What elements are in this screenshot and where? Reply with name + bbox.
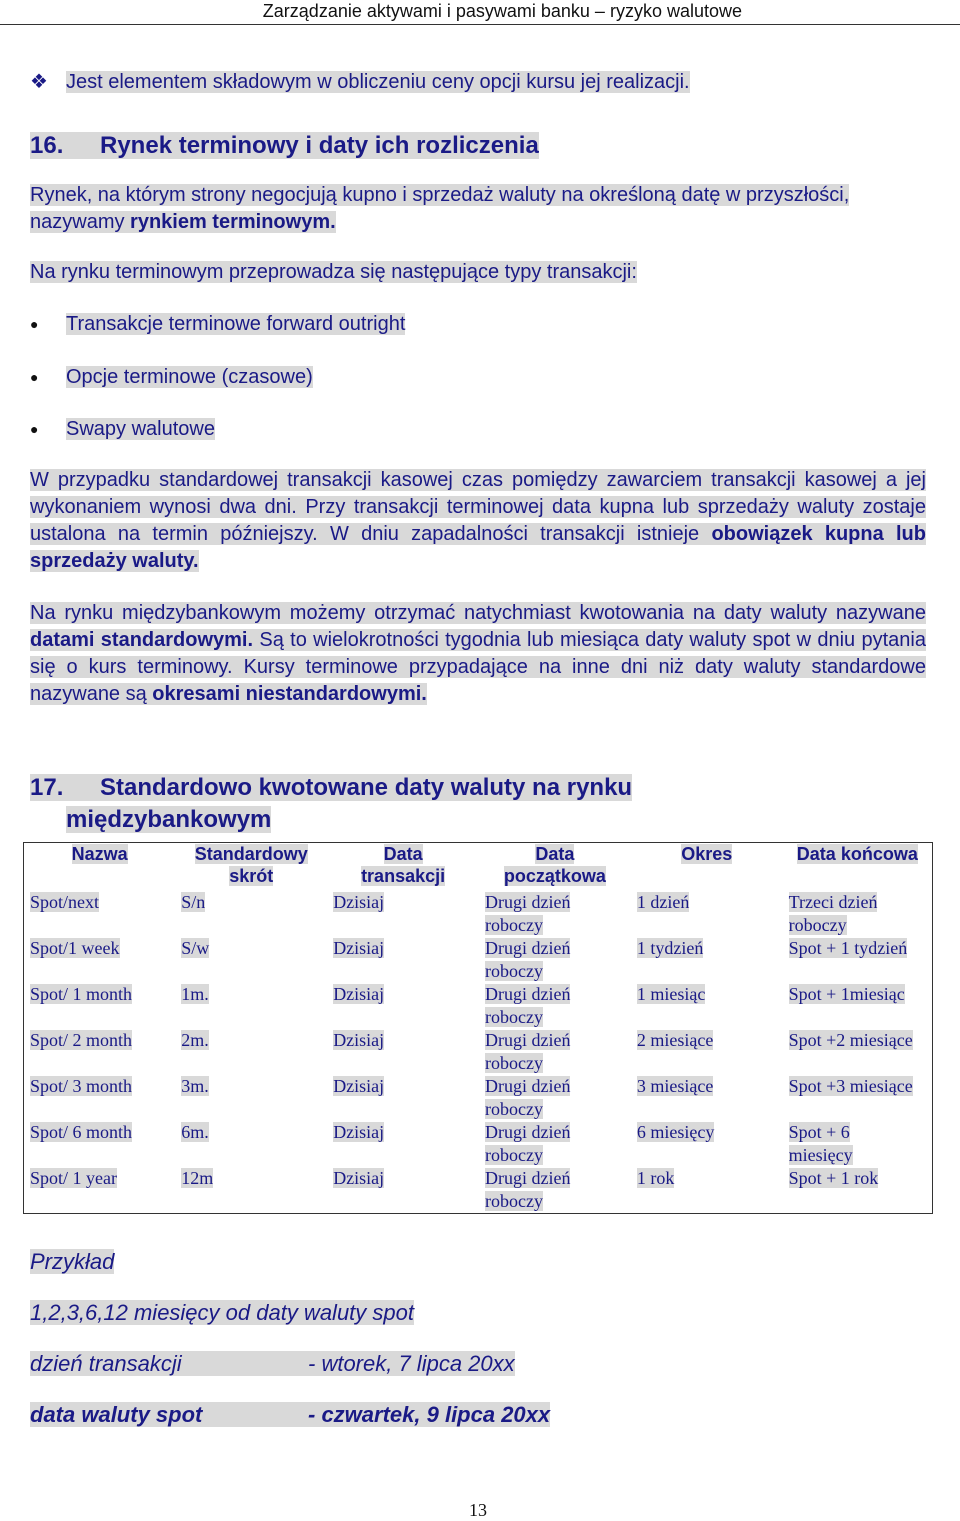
running-header [0, 0, 960, 25]
table-cell-text: 1 rok [636, 1168, 675, 1188]
paragraph-standard-dates [30, 600, 926, 708]
table-cell-text: S/n [181, 892, 206, 912]
table-header-text: skrót [229, 866, 274, 886]
table-cell [479, 1121, 631, 1167]
table-cell [783, 937, 933, 983]
table-header-cell [631, 843, 783, 892]
table-cell-text: Spot/ 1 year [30, 1168, 117, 1188]
table-cell-text: 2m. [181, 1030, 209, 1050]
section-17-number: 17. [30, 774, 64, 801]
table-cell-text: 3m. [181, 1076, 209, 1096]
table-cell-text: Spot +2 miesiące [788, 1030, 913, 1050]
paragraph-2-text: Na rynku terminowym przeprowadza się następujące typy transakcji: [30, 261, 637, 283]
paragraph-4-text-a: Na rynku międzybankowym możemy otrzymać natychmiast kwotowania na daty waluty nazywane [30, 602, 926, 624]
table-cell [175, 1121, 327, 1167]
table-cell [631, 1075, 783, 1121]
table-row [24, 983, 933, 1029]
table-cell-text: Spot + 1 tydzień [788, 938, 908, 958]
table-header-cell [175, 843, 327, 892]
table-cell-text: 2 miesiące [636, 1030, 714, 1050]
table-cell-text: Dzisiaj [333, 938, 385, 958]
table-cell-text: Spot/next [30, 892, 100, 912]
table-cell-text: 6 miesięcy [636, 1122, 715, 1142]
table-cell [783, 1167, 933, 1214]
bullet-3-text: Swapy walutowe [66, 418, 215, 440]
table-cell [783, 983, 933, 1029]
section-17-heading [30, 772, 632, 836]
table-cell [783, 891, 933, 937]
table-cell-text: Drugi dzień [485, 1168, 571, 1188]
table-cell-text: roboczy [788, 915, 847, 935]
table-cell-text: roboczy [485, 1099, 543, 1119]
table-header-text: Nazwa [71, 844, 128, 864]
bullet-1-text: Transakcje terminowe forward outright [66, 313, 406, 335]
paragraph-forward-market [30, 182, 926, 236]
table-cell-text: roboczy [485, 1191, 543, 1211]
table-header-cell [24, 843, 176, 892]
table-cell [24, 983, 176, 1029]
table-cell [479, 1075, 631, 1121]
section-16-number: 16. [30, 132, 64, 159]
table-header-text: Data końcowa [796, 844, 918, 864]
table-row [24, 1121, 933, 1167]
bullet-dot-icon: ● [30, 421, 39, 438]
table-cell-text: 3 miesiące [636, 1076, 714, 1096]
table-cell-text: Spot/ 2 month [30, 1030, 133, 1050]
example-line-2 [30, 1350, 515, 1378]
table-cell-text: roboczy [485, 1007, 543, 1027]
paragraph-1-bold: rynkiem terminowym. [130, 211, 336, 233]
table-cell [24, 1167, 176, 1214]
table-cell-text: 1 miesiąc [636, 984, 706, 1004]
table-cell-text: Drugi dzień [485, 938, 571, 958]
table-cell-text: miesięcy [788, 1145, 853, 1165]
table-cell-text: Trzeci dzień [788, 892, 878, 912]
table-body [24, 891, 933, 1214]
table-cell-text: Spot/1 week [30, 938, 120, 958]
table-cell [631, 1029, 783, 1075]
table-cell-text: 6m. [181, 1122, 209, 1142]
table-cell [783, 1029, 933, 1075]
table-cell [175, 937, 327, 983]
section-16-title: Rynek terminowy i daty ich rozliczenia [100, 132, 539, 159]
table-cell-text: Drugi dzień [485, 1030, 571, 1050]
paragraph-spot-vs-forward [30, 467, 926, 575]
table-cell-text: Drugi dzień [485, 1122, 571, 1142]
table-header-text: Data [383, 844, 423, 864]
bullet-item-1 [30, 311, 405, 338]
table-cell [479, 937, 631, 983]
intro-text: Jest elementem składowym w obliczeniu ceny opcji kursu jej realizacji. [66, 71, 690, 93]
table-cell [327, 983, 479, 1029]
paragraph-transaction-types [30, 259, 926, 286]
table-cell [631, 1167, 783, 1214]
table-cell-text: 12m [181, 1168, 214, 1188]
table-cell [479, 983, 631, 1029]
table-cell [175, 1029, 327, 1075]
table-cell-text: Spot +3 miesiące [788, 1076, 913, 1096]
table-cell-text: Spot + 1 rok [788, 1168, 879, 1188]
example-label-text: Przykład [30, 1249, 115, 1274]
table-cell-text: S/w [181, 938, 210, 958]
example-line-1 [30, 1299, 414, 1327]
table-cell [479, 1029, 631, 1075]
bullet-item-2 [30, 364, 313, 391]
page-number: 13 [469, 1500, 487, 1520]
table-cell [327, 1167, 479, 1214]
table-cell [479, 891, 631, 937]
table-header [24, 843, 933, 892]
paragraph-4-text-b: Są to wielokrotności tygodnia lub miesiąca daty waluty spot w dniu pytania się o kurs terminowy. Kursy terminowe przypadające na inne dni niż daty waluty standardowe nazywane są [30, 629, 926, 705]
table-cell-text: Drugi dzień [485, 984, 571, 1004]
table-cell [479, 1167, 631, 1214]
table-row [24, 1029, 933, 1075]
diamond-bullet-item [30, 69, 690, 94]
table-cell-text: 1 tydzień [636, 938, 704, 958]
table-row [24, 1075, 933, 1121]
section-17-title-line-2: międzybankowym [66, 806, 272, 833]
table-cell-text: Dzisiaj [333, 1168, 385, 1188]
table-cell [327, 1029, 479, 1075]
example-transaction-day-value: - wtorek, 7 lipca 20xx [308, 1351, 515, 1376]
section-17-title-line-1: Standardowo kwotowane daty waluty na rynku [100, 774, 633, 801]
table-cell-text: 1 dzień [636, 892, 690, 912]
example-line-1-text: 1,2,3,6,12 miesięcy od daty waluty spot [30, 1300, 414, 1325]
table-header-text: Standardowy [194, 844, 308, 864]
table-cell [175, 1075, 327, 1121]
bullet-dot-icon: ● [30, 369, 39, 386]
table-header-cell [479, 843, 631, 892]
table-header-text: transakcji [361, 866, 446, 886]
table-header-cell [783, 843, 933, 892]
paragraph-4-bold-b: okresami niestandardowymi. [152, 683, 427, 705]
table-cell [175, 1167, 327, 1214]
bullet-2-text: Opcje terminowe (czasowe) [66, 366, 313, 388]
bullet-dot-icon: ● [30, 316, 39, 333]
table-cell [783, 1121, 933, 1167]
table-row [24, 891, 933, 937]
table-cell [327, 1075, 479, 1121]
table-cell [631, 937, 783, 983]
table-row [24, 1167, 933, 1214]
table-cell-text: 1m. [181, 984, 209, 1004]
table-cell [327, 937, 479, 983]
table-cell [631, 983, 783, 1029]
standard-dates-table [23, 842, 933, 1214]
paragraph-4-bold-a: datami standardowymi. [30, 629, 254, 651]
example-transaction-day-label: dzień transakcji [30, 1351, 182, 1376]
example-spot-date-label: data waluty spot [30, 1402, 203, 1427]
table-header-cell [327, 843, 479, 892]
diamond-bullet-icon: ❖ [30, 71, 48, 93]
paragraph-1-text: Rynek, na którym strony negocjują kupno i sprzedaż waluty na określoną datę w przyszłości, nazywamy [30, 184, 850, 233]
table-cell-text: roboczy [485, 915, 543, 935]
table-cell-text: Spot/ 3 month [30, 1076, 133, 1096]
table-cell-text: Drugi dzień [485, 892, 571, 912]
table-cell-text: Dzisiaj [333, 1122, 385, 1142]
table-cell-text: Spot + 6 [788, 1122, 850, 1142]
header-title: Zarządzanie aktywami i pasywami banku – ryzyko walutowe [262, 1, 742, 21]
table-header-row [24, 843, 933, 892]
table-cell-text: Dzisiaj [333, 984, 385, 1004]
table-cell-text: Dzisiaj [333, 892, 385, 912]
table-cell [24, 891, 176, 937]
table-cell-text: Dzisiaj [333, 1030, 385, 1050]
paragraph-3-text: W przypadku standardowej transakcji kasowej czas pomiędzy zawarciem transakcji kasowej a jej wykonaniem wynosi dwa dni. Przy transakcji terminowej data kupna lub sprzedaży waluty zostaje ustalona na termin późniejszy. W dniu zapadalności transakcji istnieje [30, 469, 926, 545]
table-cell [24, 1029, 176, 1075]
table-cell [783, 1075, 933, 1121]
example-line-3 [30, 1401, 550, 1429]
table-row [24, 937, 933, 983]
section-16-heading [30, 130, 539, 162]
table-cell-text: Dzisiaj [333, 1076, 385, 1096]
table-cell-text: Drugi dzień [485, 1076, 571, 1096]
table-header-text: początkowa [503, 866, 606, 886]
table-cell [175, 891, 327, 937]
table-cell [24, 1075, 176, 1121]
example-label [30, 1248, 114, 1276]
table-cell [631, 891, 783, 937]
table-cell-text: Spot + 1miesiąc [788, 984, 905, 1004]
example-spot-date-value: - czwartek, 9 lipca 20xx [308, 1402, 551, 1427]
table-cell-text: Spot/ 6 month [30, 1122, 133, 1142]
table-cell [327, 891, 479, 937]
table-cell [327, 1121, 479, 1167]
paragraph-3-bold: obowiązek kupna lub sprzedaży waluty. [30, 523, 926, 572]
table-cell [24, 937, 176, 983]
table-cell [175, 983, 327, 1029]
table-header-text: Okres [681, 844, 733, 864]
table-cell-text: roboczy [485, 961, 543, 981]
table-cell [631, 1121, 783, 1167]
table-cell-text: Spot/ 1 month [30, 984, 133, 1004]
bullet-item-3 [30, 416, 215, 443]
table-cell-text: roboczy [485, 1053, 543, 1073]
table-cell-text: roboczy [485, 1145, 543, 1165]
table-header-text: Data [535, 844, 575, 864]
table-cell [24, 1121, 176, 1167]
